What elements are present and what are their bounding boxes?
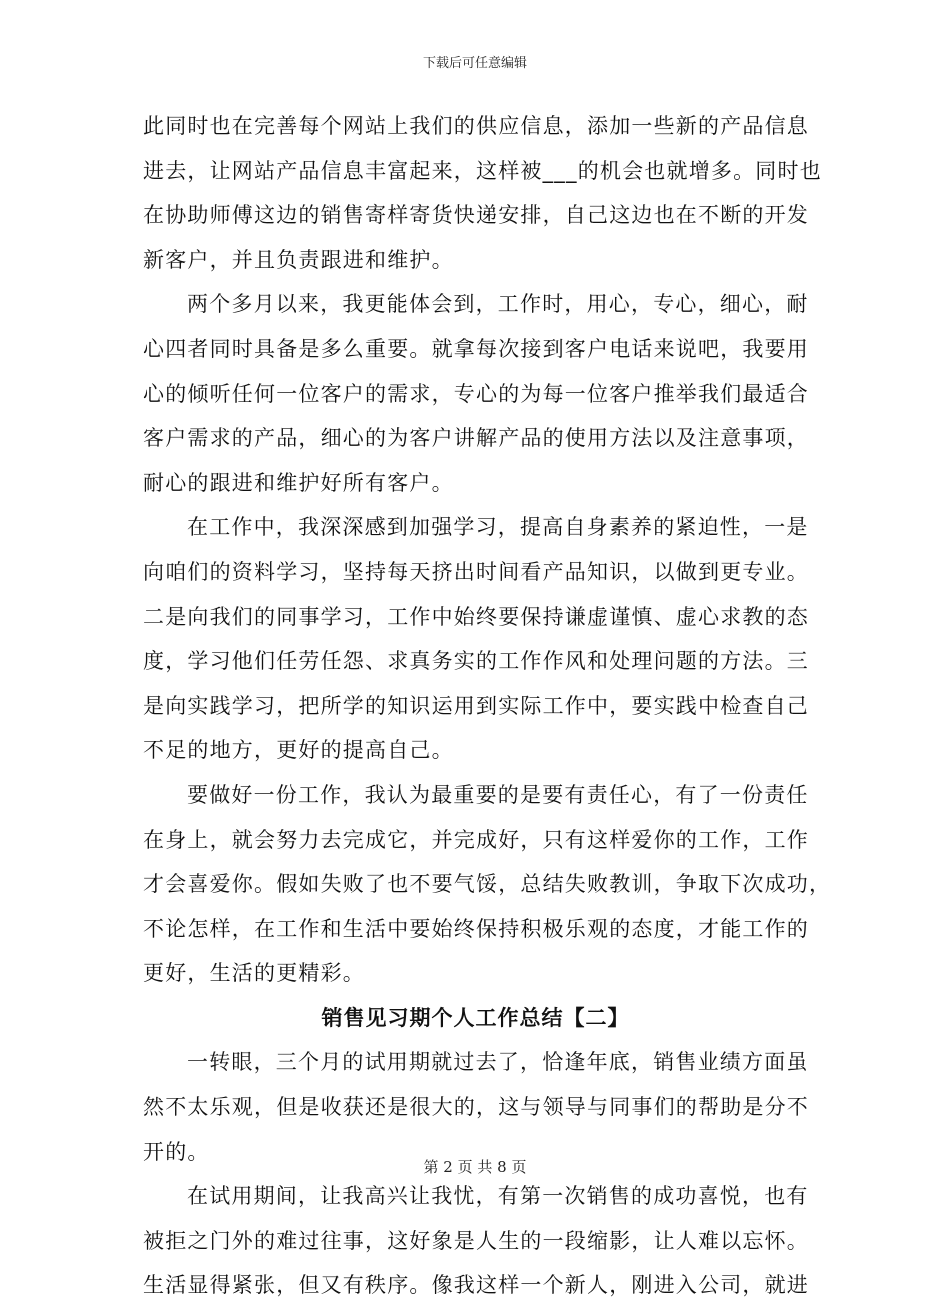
text-line: 要做好一份工作，我认为最重要的是要有责任心，有了一份责任: [187, 782, 809, 807]
text-line: 心四者同时具备是多么重要。就拿每次接到客户电话来说吧，我要用: [143, 336, 809, 361]
text-line: 是向实践学习，把所学的知识运用到实际工作中，要实践中检查自己: [143, 693, 809, 718]
text-line: 生活显得紧张，但又有秩序。像我这样一个新人，刚进入公司，就进: [143, 1273, 809, 1298]
text-line: 客户需求的产品，细心的为客户讲解产品的使用方法以及注意事项，: [143, 426, 809, 451]
text-line: 向咱们的资料学习，坚持每天挤出时间看产品知识，以做到更专业。: [143, 559, 809, 584]
document-body: [143, 104, 832, 1308]
text-line: 二是向我们的同事学习，工作中始终要保持谦虚谨慎、虚心求教的态: [143, 604, 809, 629]
text-line: 度，学习他们任劳任怨、求真务实的工作作风和处理问题的方法。三: [143, 649, 809, 674]
text-line: 心的倾听任何一位客户的需求，专心的为每一位客户推举我们最适合: [143, 381, 809, 406]
text-line: 在试用期间，让我高兴让我忧，有第一次销售的成功喜悦，也有: [187, 1184, 809, 1209]
page-footer: 第 2 页 共 8 页: [423, 1158, 527, 1176]
text-line: 在工作中，我深深感到加强学习，提高自身素养的紧迫性，一是: [187, 515, 809, 540]
text-line: 一转眼，三个月的试用期就过去了，恰逢年底，销售业绩方面虽: [187, 1050, 809, 1075]
text-line: 新客户，并且负责跟进和维护。: [143, 247, 454, 272]
text-line: 耐心的跟进和维护好所有客户。: [143, 470, 454, 495]
text-line: 开的。: [143, 1139, 210, 1164]
text-line: 在协助师傅这边的销售寄样寄货快递安排，自己这边也在不断的开发: [143, 203, 809, 228]
text-line: 进去，让网站产品信息丰富起来，这样被___的机会也就增多。同时也: [143, 158, 822, 183]
text-line: 不论怎样，在工作和生活中要始终保持积极乐观的态度，才能工作的: [143, 916, 809, 941]
text-line: 才会喜爱你。假如失败了也不要气馁，总结失败教训，争取下次成功，: [143, 872, 832, 897]
section-heading: 销售见习期个人工作总结【二】: [321, 1005, 630, 1030]
text-line: 更好，生活的更精彩。: [143, 961, 365, 986]
text-line: 不足的地方，更好的提高自己。: [143, 738, 454, 763]
page-header: 下载后可任意编辑: [422, 56, 527, 71]
text-line: 然不太乐观，但是收获还是很大的，这与领导与同事们的帮助是分不: [143, 1095, 809, 1120]
text-line: 此同时也在完善每个网站上我们的供应信息，添加一些新的产品信息: [143, 114, 809, 138]
text-line: 被拒之门外的难过往事，这好象是人生的一段缩影，让人难以忘怀。: [143, 1228, 809, 1253]
text-line: 在身上，就会努力去完成它，并完成好，只有这样爱你的工作，工作: [143, 827, 809, 852]
text-line: 两个多月以来，我更能体会到，工作时，用心，专心，细心，耐: [187, 292, 809, 317]
